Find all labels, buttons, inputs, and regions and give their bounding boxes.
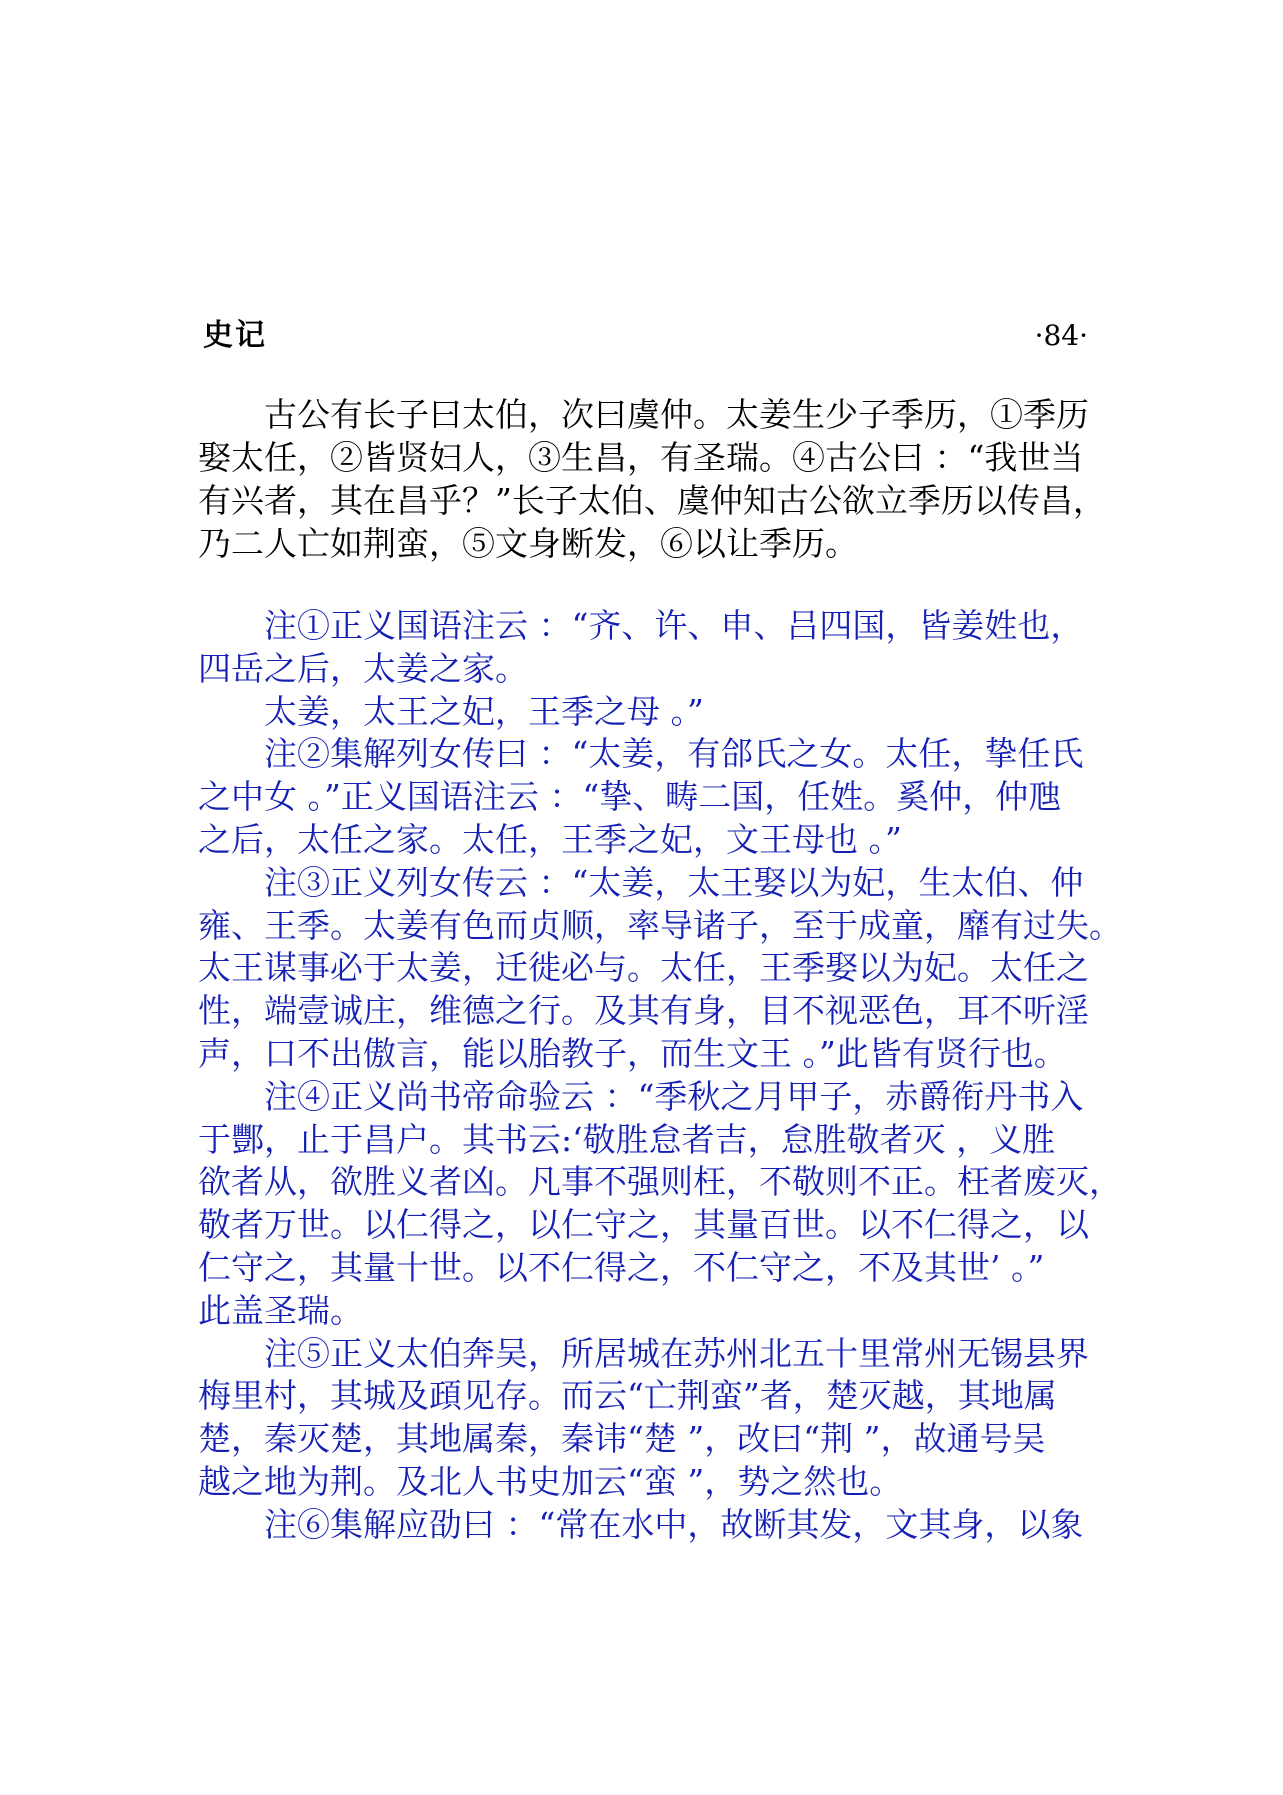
note-1-line: 注①正义国语注云 ：“齐、许、申、吕四国，皆姜姓也， (264, 606, 1084, 645)
note-3-line: 性，端壹诚庄，维德之行。及其有身，目不视恶色，耳不听淫 (198, 991, 1089, 1031)
note-3-line: 注③正义列女传云 ：“太姜，太王娶以为妃，生太伯、仲 (264, 862, 1084, 902)
note-2-line: 之中女 。”正义国语注云 ：“挚、畴二国，任姓。奚仲，仲虺 (198, 777, 1062, 817)
note-4-line: 敬者万世。以仁得之，以仁守之，其量百世。以不仁得之，以 (198, 1205, 1089, 1245)
note-4-line: 仁守之，其量十世。以不仁得之，不仁守之，不及其世’ 。” (198, 1247, 1045, 1287)
note-4-line: 于酆，止于昌户。其书云:‘敬胜怠者吉，怠胜敬者灭 ，义胜 (198, 1119, 1056, 1159)
note-3-line: 雍、王季。太姜有色而贞顺，率导诸子，至于成童，靡有过失。 (198, 905, 1122, 945)
note-2-line: 注②集解列女传曰 ：“太姜，有郃氏之女。太任，挚任氏 (264, 734, 1084, 774)
note-4-line: 欲者从，欲胜义者凶。凡事不强则枉，不敬则不正。枉者废灭， (198, 1162, 1122, 1202)
page-number: ·84· (1034, 319, 1088, 352)
running-header (203, 316, 1088, 356)
note-5-line: 注⑤正义太伯奔吴，所居城在苏州北五十里常州无锡县界 (264, 1333, 1089, 1373)
note-4-line: 注④正义尚书帝命验云 ：“季秋之月甲子，赤爵衔丹书入 (264, 1076, 1084, 1116)
note-1-line: 四岳之后，太姜之家。 (198, 648, 528, 688)
note-1-line: 太姜，太王之妃，王季之母 。” (264, 691, 704, 731)
annotations-section (198, 605, 1122, 1547)
note-4-line: 此盖圣瑞。 (198, 1290, 363, 1330)
main-text-line: 古公有长子曰太伯，次曰虞仲。太姜生少子季历，①季历 (264, 395, 1089, 434)
note-3-line: 太王谋事必于太姜，迁徙必与。太任，王季娶以为妃。太任之 (198, 948, 1089, 988)
note-5-line: 楚，秦灭楚，其地属秦，秦讳“楚 ”，改曰“荆 ”，故通号吴 (198, 1419, 1046, 1459)
main-text-paragraph (198, 393, 1106, 565)
main-text-line: 乃二人亡如荆蛮，⑤文身断发，⑥以让季历。 (198, 524, 858, 563)
note-2-line: 之后，太任之家。太任，王季之妃，文王母也 。” (198, 819, 902, 859)
note-6-line: 注⑥集解应劭曰 ：“常在水中，故断其发，文其身，以象 (264, 1504, 1084, 1544)
note-3-line: 声，口不出傲言，能以胎教子，而生文王 。”此皆有贤行也。 (198, 1033, 1067, 1073)
main-text-line: 有兴者，其在昌乎？”长子太伯、虞仲知古公欲立季历以传昌， (198, 481, 1106, 520)
main-text-line: 娶太任，②皆贤妇人，③生昌，有圣瑞。④古公曰 ：“我世当 (198, 438, 1084, 477)
note-5-line: 越之地为荆。及北人书史加云“蛮 ”，势之然也。 (198, 1461, 903, 1501)
note-5-line: 梅里村，其城及頙见存。而云“亡荆蛮”者，楚灭越，其地属 (198, 1376, 1057, 1416)
book-title: 史记 (203, 318, 267, 353)
